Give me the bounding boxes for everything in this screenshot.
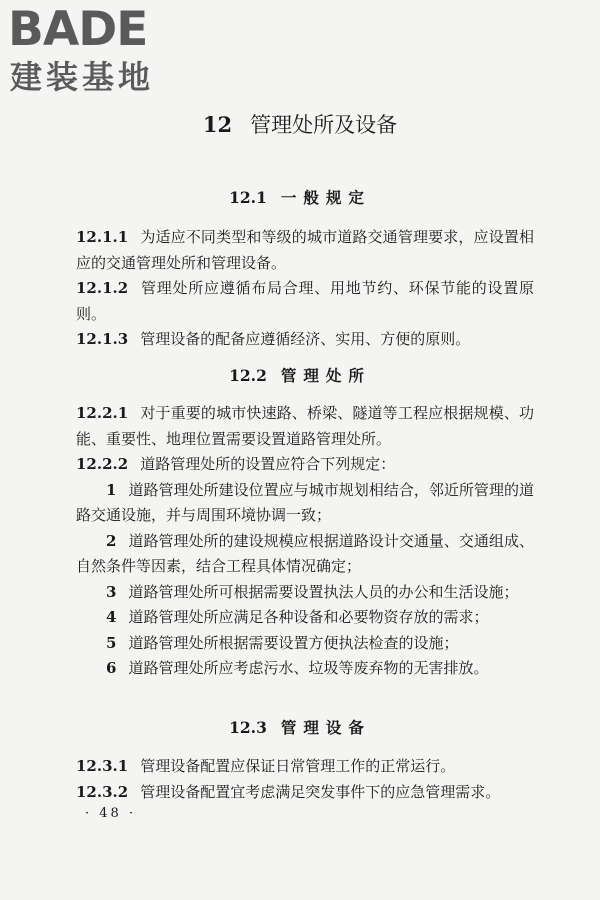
item-number: 5 (106, 633, 117, 652)
item-number: 6 (106, 659, 117, 677)
clause-text: 管理设备配置宜考虑满足突发事件下的应急管理需求。 (140, 782, 501, 801)
clause-12-3-2 (76, 780, 534, 806)
section-title: 管理设备 (280, 718, 371, 737)
list-item (76, 580, 534, 606)
clause-text: 管理设备配置应保证日常管理工作的正常运行。 (140, 757, 456, 775)
chapter-number: 12 (202, 112, 233, 137)
chapter-title-text: 管理处所及设备 (250, 113, 398, 137)
item-number: 2 (106, 531, 117, 550)
clause-text: 管理设备的配备应遵循经济、实用、方便的原则。 (140, 330, 471, 348)
clause-number: 12.1.2 (76, 279, 129, 297)
clause-number: 12.3.1 (76, 757, 129, 775)
section-title: 管理处所 (280, 366, 371, 385)
section-number: 12.2 (229, 366, 267, 385)
clause-number: 12.1.1 (76, 228, 129, 246)
item-text: 道路管理处所可根据需要设置执法人员的办公和生活设施； (128, 582, 519, 601)
item-number: 1 (106, 480, 117, 499)
list-item (76, 631, 534, 657)
page-number: · 48 · (85, 806, 137, 821)
section-title: 一般规定 (280, 188, 371, 207)
clause-text: 为适应不同类型和等级的城市道路交通管理要求，应设置相应的交通管理处所和管理设备。 (76, 228, 534, 272)
section-body-12-2 (76, 401, 534, 682)
item-text: 道路管理处所应考虑污水、垃圾等废弃物的无害排放。 (128, 659, 489, 677)
section-number: 12.1 (229, 188, 267, 207)
clause-12-3-1 (76, 754, 534, 780)
clause-12-2-2 (76, 452, 534, 478)
logo-subtitle: 建装基地 (10, 58, 155, 96)
section-heading-12-2 (0, 365, 600, 387)
list-item (76, 529, 534, 580)
clause-text: 道路管理处所的设置应符合下列规定： (140, 455, 396, 473)
section-body-12-1 (76, 225, 534, 353)
section-heading-12-1 (0, 187, 600, 209)
clause-text: 管理处所应遵循布局合理、用地节约、环保节能的设置原则。 (76, 279, 534, 323)
clause-12-1-3 (76, 327, 534, 353)
clause-number: 12.1.3 (76, 330, 129, 348)
clause-text: 对于重要的城市快速路、桥梁、隧道等工程应根据规模、功能、重要性、地理位置需要设置道路管理处所。 (76, 404, 534, 448)
chapter-title (0, 110, 600, 140)
clause-number: 12.2.2 (76, 455, 129, 473)
clause-12-2-1 (76, 401, 534, 452)
clause-number: 12.3.2 (76, 782, 129, 801)
list-item (76, 656, 534, 682)
item-text: 道路管理处所建设位置应与城市规划相结合，邻近所管理的道路交通设施，并与周围环境协调一致； (76, 480, 534, 524)
item-number: 3 (106, 582, 117, 601)
bade-logo (8, 4, 178, 96)
item-text: 道路管理处所根据需要设置方便执法检查的设施； (128, 633, 459, 652)
list-item (76, 478, 534, 529)
section-heading-12-3 (0, 717, 600, 739)
section-body-12-3 (76, 754, 534, 805)
clause-12-1-1 (76, 225, 534, 276)
clause-number: 12.2.1 (76, 404, 129, 422)
logo-brand-text: BADE (8, 2, 148, 57)
section-number: 12.3 (229, 718, 267, 737)
clause-12-1-2 (76, 276, 534, 327)
list-item (76, 605, 534, 631)
item-text: 道路管理处所的建设规模应根据道路设计交通量、交通组成、自然条件等因素，结合工程具体情况确定； (76, 531, 534, 575)
item-number: 4 (106, 608, 117, 626)
item-text: 道路管理处所应满足各种设备和必要物资存放的需求； (128, 608, 489, 626)
